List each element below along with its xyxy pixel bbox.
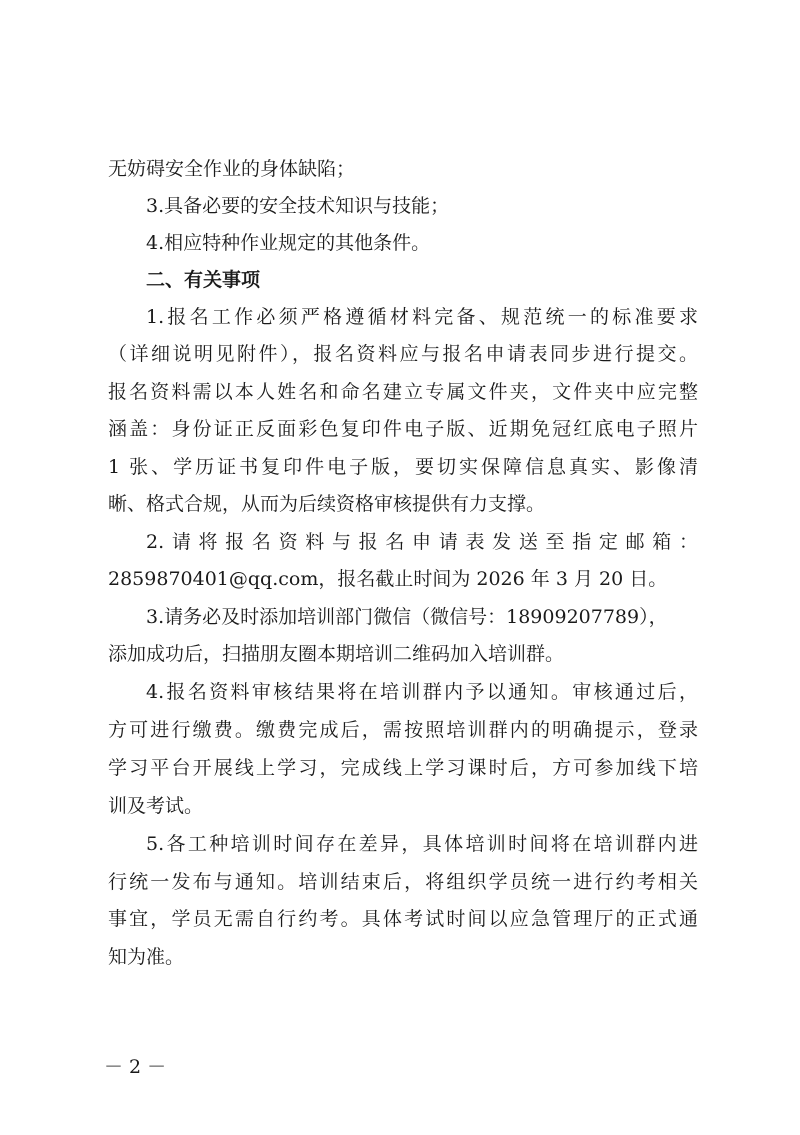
paragraph-line: 2859870401@qq.com，报名截止时间为 2026 年 3 月 20 日。: [108, 568, 668, 590]
paragraph-line: 知为准。: [108, 946, 185, 968]
paragraph-line: 学习平台开展线上学习，完成线上学习课时后，方可参加线下培: [108, 757, 698, 779]
list-item: 3.具备必要的安全技术知识与技能；: [146, 195, 450, 217]
paragraph-line: 1.报名工作必须严格遵循材料完备、规范统一的标准要求: [146, 306, 698, 328]
paragraph-line: 晰、格式合规，从而为后续资格审核提供有力支撑。: [108, 493, 546, 515]
paragraph-line: 报名资料需以本人姓名和命名建立专属文件夹，文件夹中应完整: [108, 381, 698, 403]
paragraph-line: 3.请务必及时添加培训部门微信（微信号：18909207789），: [146, 606, 668, 628]
paragraph-line: 4.报名资料审核结果将在培训群内予以通知。审核通过后，: [146, 681, 698, 703]
list-item: 4.相应特种作业规定的其他条件。: [146, 232, 431, 254]
paragraph-line: 5.各工种培训时间存在差异，具体培训时间将在培训群内进: [146, 833, 698, 855]
paragraph-line: 1 张、学历证书复印件电子版，要切实保障信息真实、影像清: [108, 456, 698, 478]
text-line: 无妨碍安全作业的身体缺陷；: [108, 158, 356, 180]
paragraph-line: 添加成功后，扫描朋友圈本期培训二维码加入培训群。: [108, 643, 565, 665]
page-number: － 2 －: [104, 1056, 167, 1078]
paragraph-line: 方可进行缴费。缴费完成后，需按照培训群内的明确提示，登录: [108, 719, 698, 741]
paragraph-line: 训及考试。: [108, 795, 204, 817]
paragraph-line: （详细说明见附件），报名资料应与报名申请表同步进行提交。: [108, 343, 698, 365]
paragraph-line: 涵盖：身份证正反面彩色复印件电子版、近期免冠红底电子照片: [108, 418, 698, 440]
paragraph-line: 2.请将报名资料与报名申请表发送至指定邮箱：: [146, 531, 698, 553]
section-heading: 二、有关事项: [146, 269, 261, 291]
paragraph-line: 事宜，学员无需自行约考。具体考试时间以应急管理厅的正式通: [108, 908, 698, 930]
paragraph-line: 行统一发布与通知。培训结束后，将组织学员统一进行约考相关: [108, 871, 698, 893]
